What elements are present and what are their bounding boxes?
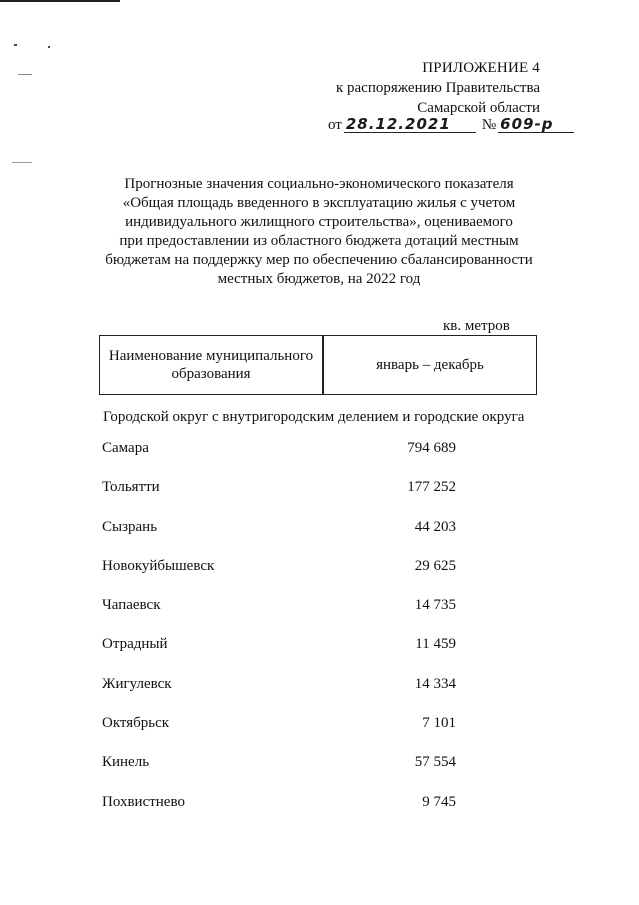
table-row (102, 440, 522, 479)
scan-speck (12, 162, 32, 163)
scan-speck (18, 74, 32, 75)
heading-line: Прогнозные значения социально-экономического показателя (124, 176, 514, 192)
heading-line: бюджетам на поддержку мер по обеспечению сбалансированности (105, 252, 533, 268)
municipality-name: Кинель (102, 754, 150, 771)
area-value: 11 459 (415, 636, 456, 653)
table-row (102, 479, 522, 518)
units-label: кв. метров (443, 318, 510, 334)
area-value: 7 101 (422, 715, 456, 732)
municipality-name: Чапаевск (102, 597, 161, 614)
header-period: январь – декабрь (376, 356, 484, 373)
table-header (99, 335, 537, 395)
header-municipality-line-1: Наименование муниципального (108, 348, 314, 364)
appendix-title: ПРИЛОЖЕНИЕ 4 (422, 60, 540, 76)
area-value: 44 203 (414, 518, 456, 535)
municipality-name: Сызрань (102, 518, 158, 535)
table-row (102, 519, 522, 558)
date-label: от (328, 117, 342, 133)
table-row (102, 676, 522, 715)
municipality-name: Октябрьск (102, 715, 170, 732)
heading-line: при предоставлении из областного бюджета дотаций местным (119, 233, 519, 249)
heading-line: «Общая площадь введенного в эксплуатацию жилья с учетом (122, 195, 516, 211)
municipality-name: Тольятти (102, 479, 160, 496)
scan-speck (48, 46, 50, 48)
table-row (102, 754, 522, 793)
heading-line: местных бюджетов, на 2022 год (217, 271, 421, 287)
area-value: 9 745 (422, 793, 456, 810)
scan-edge-line (0, 0, 120, 2)
scan-speck (14, 44, 17, 46)
area-value: 177 252 (407, 479, 456, 496)
municipality-name: Жигулевск (102, 675, 172, 692)
data-rows (102, 440, 522, 833)
appendix-block (300, 58, 540, 118)
heading-line: индивидуального жилищного строительства», оцениваемого (125, 214, 513, 230)
group-label: Городской округ с внутригородским делением и городские округа (103, 409, 525, 425)
table-row (102, 794, 522, 833)
table-row (102, 597, 522, 636)
handwritten-date: 28.12.2021 (344, 116, 476, 133)
table-row (102, 715, 522, 754)
municipality-name: Похвистнево (102, 793, 185, 810)
date-number-line (328, 116, 574, 134)
area-value: 794 689 (407, 440, 456, 456)
municipality-name: Самара (102, 440, 149, 456)
area-value: 14 735 (414, 597, 456, 614)
appendix-line-2: Самарской области (417, 100, 540, 116)
header-municipality-line-2: образования (171, 366, 251, 382)
municipality-name: Новокуйбышевск (102, 557, 215, 574)
handwritten-number: 609-р (498, 116, 574, 133)
area-value: 29 625 (414, 557, 456, 574)
number-label: № (481, 117, 497, 133)
table-row (102, 558, 522, 597)
appendix-line-1: к распоряжению Правительства (335, 80, 540, 96)
table-row (102, 636, 522, 675)
area-value: 57 554 (414, 754, 456, 771)
header-municipality (100, 336, 322, 394)
area-value: 14 334 (414, 675, 456, 692)
document-heading (80, 175, 558, 289)
municipality-name: Отрадный (102, 636, 168, 653)
